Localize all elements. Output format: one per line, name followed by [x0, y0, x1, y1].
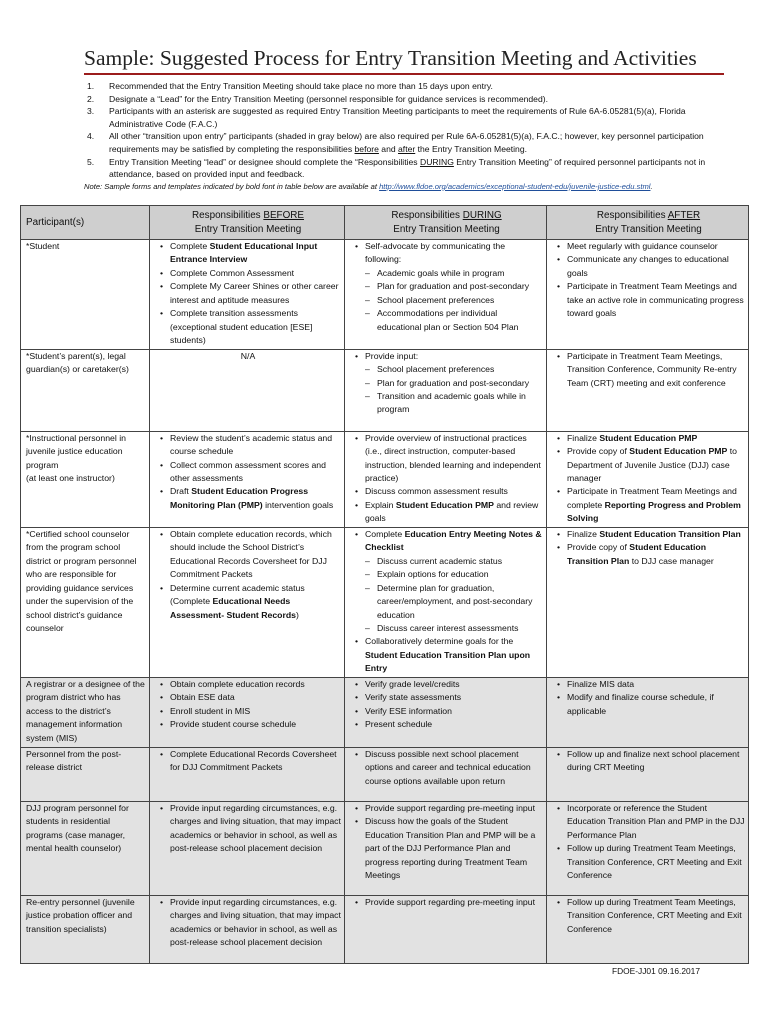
- list-item: • Complete My Career Shines or other career interest and aptitude measures: [170, 280, 341, 307]
- instruction-item: 5. Entry Transition Meeting “lead” or designee should complete the “Responsibilities DURING Entry Transition Meeting” of required personnel participants not in attendance, based on provided input and feedback.: [87, 156, 706, 180]
- list-item: – Accommodations per individual educational plan or Section 504 Plan: [377, 307, 543, 334]
- list-item: • Complete Student Educational Input Entrance Interview: [170, 240, 341, 267]
- table-row: [21, 747, 749, 801]
- table-row: [21, 801, 749, 895]
- header-before: Responsibilities BEFORE Entry Transition Meeting: [150, 206, 345, 240]
- during-cell: [345, 527, 547, 677]
- after-cell: [547, 801, 749, 895]
- list-item: • Participate in Treatment Team Meetings, Transition Conference, Community Re-entry Team (CRT) meeting and exit conference: [567, 350, 745, 390]
- forms-note: Note: Sample forms and templates indicated by bold font in table below are available at http://www.fldoe.org/academics/exceptional-student-edu/juvenile-justice-edu.stml.: [84, 181, 653, 191]
- after-cell: [547, 240, 749, 350]
- list-item: • Verify grade level/credits: [365, 678, 543, 691]
- list-item: • Meet regularly with guidance counselor: [567, 240, 745, 253]
- list-item: – Discuss current academic status: [377, 555, 543, 568]
- list-item: – Discuss career interest assessments: [377, 622, 543, 635]
- list-item: • Self-advocate by communicating the following: – Academic goals while in program – Plan for graduation and post-secondary – School placement preferences – Accommodations per individual educational plan or Section 504 Plan: [365, 240, 543, 334]
- list-item: • Complete Education Entry Meeting Notes & Checklist – Discuss current academic status – Explain options for education – Determine plan for graduation, career/employment, and post-secondary education – Discuss career interest assessments: [365, 528, 543, 636]
- participant-cell: Re-entry personnel (juvenile justice probation officer and transition specialists): [21, 895, 150, 963]
- list-item: • Incorporate or reference the Student Education Transition Plan and PMP in the DJJ Performance Plan: [567, 802, 745, 842]
- list-item: • Follow up and finalize next school placement during CRT Meeting: [567, 748, 745, 775]
- responsibilities-table: [20, 205, 749, 964]
- before-cell: [150, 431, 345, 527]
- list-item: • Provide copy of Student Education PMP to Department of Juvenile Justice (DJJ) case manager: [567, 445, 745, 485]
- before-cell: [150, 677, 345, 747]
- before-cell: [150, 527, 345, 677]
- header-participants: Participant(s): [21, 206, 150, 240]
- during-cell: [345, 677, 547, 747]
- list-item: • Provide copy of Student Education Transition Plan to DJJ case manager: [567, 541, 745, 568]
- list-item: • Explain Student Education PMP and review goals: [365, 499, 543, 526]
- participant-cell: *Student: [21, 240, 150, 350]
- during-cell: [345, 349, 547, 431]
- header-after: Responsibilities AFTER Entry Transition Meeting: [547, 206, 749, 240]
- list-item: • Provide input: – School placement preferences – Plan for graduation and post-secondary – Transition and academic goals while in program: [365, 350, 543, 417]
- participant-cell: DJJ program personnel for students in residential programs (case manager, mental health counselor): [21, 801, 150, 895]
- during-cell: [345, 895, 547, 963]
- header-during: Responsibilities DURING Entry Transition Meeting: [345, 206, 547, 240]
- list-item: • Follow up during Treatment Team Meetings, Transition Conference, CRT Meeting and Exit Conference: [567, 842, 745, 882]
- list-item: – Transition and academic goals while in program: [377, 390, 543, 417]
- list-item: • Provide input regarding circumstances, e.g. charges and living situation, that may impact academics or behavior in school, as well as post-release school placement decision: [170, 802, 341, 856]
- table-header-row: [21, 206, 749, 240]
- list-item: – Academic goals while in program: [377, 267, 543, 280]
- list-item: • Complete Common Assessment: [170, 267, 341, 280]
- during-cell: [345, 801, 547, 895]
- list-item: • Obtain ESE data: [170, 691, 341, 704]
- after-cell: [547, 747, 749, 801]
- list-item: • Review the student’s academic status and course schedule: [170, 432, 341, 459]
- list-item: – Plan for graduation and post-secondary: [377, 377, 543, 390]
- list-item: • Modify and finalize course schedule, if applicable: [567, 691, 745, 718]
- participant-cell: *Certified school counselor from the program school district or program personnel who are responsible for providing guidance services under the supervision of the school district’s guidance counselor: [21, 527, 150, 677]
- list-item: – Plan for graduation and post-secondary: [377, 280, 543, 293]
- list-item: • Provide overview of instructional practices (i.e., direct instruction, computer-based instruction, blended learning and independent practice): [365, 432, 543, 486]
- after-cell: [547, 431, 749, 527]
- before-cell: N/A: [150, 349, 345, 431]
- list-item: – Determine plan for graduation, career/employment, and post-secondary education: [377, 582, 543, 622]
- list-item: – Explain options for education: [377, 568, 543, 581]
- form-id-footer: FDOE-JJ01 09.16.2017: [612, 966, 700, 976]
- list-item: • Discuss how the goals of the Student Education Transition Plan and PMP will be a part of the DJJ Performance Plan and progress reporting during Treatment Team Meetings: [365, 815, 543, 882]
- table-row: [21, 677, 749, 747]
- after-cell: [547, 677, 749, 747]
- list-item: • Complete Educational Records Coversheet for DJJ Commitment Packets: [170, 748, 341, 775]
- list-item: • Provide input regarding circumstances, e.g. charges and living situation, that may impact academics or behavior in school, as well as post-release school placement decision: [170, 896, 341, 950]
- list-item: • Provide student course schedule: [170, 718, 341, 731]
- page-title: Sample: Suggested Process for Entry Transition Meeting and Activities: [84, 46, 724, 75]
- instruction-item: 2. Designate a “Lead” for the Entry Transition Meeting (personnel responsible for guidance services is recommended).: [87, 93, 548, 104]
- instructions-block: [84, 80, 714, 193]
- before-cell: [150, 801, 345, 895]
- list-item: • Finalize Student Education PMP: [567, 432, 745, 445]
- list-item: • Participate in Treatment Team Meetings and take an active role in communicating progress toward goals: [567, 280, 745, 320]
- instruction-item: 4. All other “transition upon entry” participants (shaded in gray below) are also required per Rule 6A-6.05281(5)(a), F.A.C.; however, key personnel participation requirements may be satisfied by completing the responsibilities before and after the Entry Transition Meeting.: [87, 131, 704, 154]
- table-row: [21, 527, 749, 677]
- before-cell: [150, 747, 345, 801]
- after-cell: [547, 895, 749, 963]
- list-item: – School placement preferences: [377, 363, 543, 376]
- participant-cell: *Student’s parent(s), legal guardian(s) or caretaker(s): [21, 349, 150, 431]
- list-item: – School placement preferences: [377, 294, 543, 307]
- list-item: • Participate in Treatment Team Meetings and complete Reporting Progress and Problem Solving: [567, 485, 745, 525]
- list-item: • Draft Student Education Progress Monitoring Plan (PMP) intervention goals: [170, 485, 341, 512]
- participant-cell: Personnel from the post-release district: [21, 747, 150, 801]
- participant-cell: A registrar or a designee of the program district who has access to the district’s management information system (MIS): [21, 677, 150, 747]
- during-cell: [345, 431, 547, 527]
- list-item: • Finalize Student Education Transition Plan: [567, 528, 745, 541]
- list-item: • Provide support regarding pre-meeting input: [365, 896, 543, 909]
- table-row: [21, 895, 749, 963]
- list-item: • Enroll student in MIS: [170, 705, 341, 718]
- list-item: • Determine current academic status (Complete Educational Needs Assessment- Student Records): [170, 582, 341, 622]
- during-cell: [345, 747, 547, 801]
- after-cell: [547, 527, 749, 677]
- list-item: • Collect common assessment scores and other assessments: [170, 459, 341, 486]
- list-item: • Finalize MIS data: [567, 678, 745, 691]
- list-item: • Communicate any changes to educational goals: [567, 253, 745, 280]
- list-item: • Obtain complete education records, which should include the School District’s Educational Records Coversheet for DJJ Commitment Packets: [170, 528, 341, 582]
- instruction-item: 3. Participants with an asterisk are suggested as required Entry Transition Meeting participants to meet the requirements of Rule 6A-6.05281(5)(a), Florida Administrative Code (F.A.C.): [87, 106, 686, 129]
- list-item: • Verify state assessments: [365, 691, 543, 704]
- list-item: • Verify ESE information: [365, 705, 543, 718]
- table-row: [21, 431, 749, 527]
- during-cell: [345, 240, 547, 350]
- after-cell: [547, 349, 749, 431]
- list-item: • Follow up during Treatment Team Meetings, Transition Conference, CRT Meeting and Exit Conference: [567, 896, 745, 936]
- list-item: • Discuss possible next school placement options and career and technical education course options available upon return: [365, 748, 543, 788]
- list-item: • Provide support regarding pre-meeting input: [365, 802, 543, 815]
- list-item: • Present schedule: [365, 718, 543, 731]
- before-cell: [150, 895, 345, 963]
- instruction-item: 1. Recommended that the Entry Transition Meeting should take place no more than 15 days upon entry.: [87, 81, 493, 91]
- participant-cell: *Instructional personnel in juvenile justice education program (at least one instructor): [21, 431, 150, 527]
- list-item: • Obtain complete education records: [170, 678, 341, 691]
- list-item: • Complete transition assessments (exceptional student education [ESE] students): [170, 307, 341, 347]
- forms-link[interactable]: http://www.fldoe.org/academics/exceptional-student-edu/juvenile-justice-edu.stml: [379, 181, 651, 191]
- table-row: [21, 240, 749, 350]
- before-cell: [150, 240, 345, 350]
- table-row: [21, 349, 749, 431]
- list-item: • Discuss common assessment results: [365, 485, 543, 498]
- instructions-list: [84, 80, 714, 181]
- list-item: • Collaboratively determine goals for the Student Education Transition Plan upon Entry: [365, 635, 543, 675]
